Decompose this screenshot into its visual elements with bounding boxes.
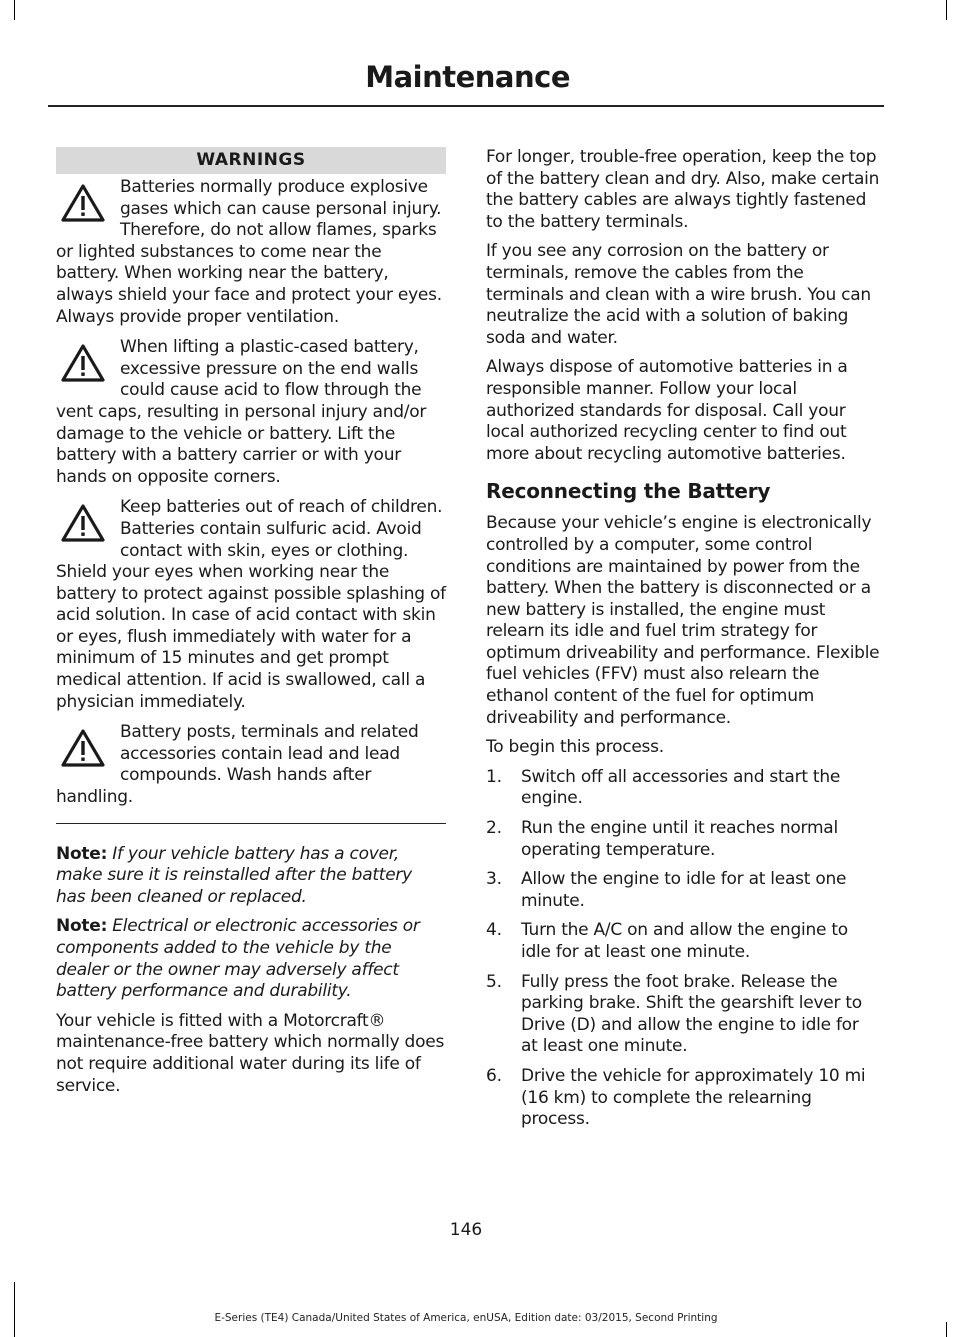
step-text: Fully press the foot brake. Release the parking brake. Shift the gearshift lever to Drive (D) and allow the engine to idle for at least one minute. bbox=[521, 971, 862, 1057]
note-text: Electrical or electronic accessories or components added to the vehicle by the dealer or the owner may adversely affect battery performance and durability. bbox=[56, 916, 420, 1002]
step-text: Drive the vehicle for approximately 10 mi (16 km) to complete the relearning process. bbox=[521, 1065, 866, 1130]
warning-triangle-icon bbox=[60, 343, 106, 383]
crop-mark-top-left bbox=[14, 0, 15, 20]
warning-item bbox=[56, 497, 446, 713]
warning-text: Battery posts, terminals and related accessories contain lead and lead compounds. Wash hands after handling. bbox=[56, 722, 419, 808]
list-item bbox=[486, 972, 880, 1058]
note-paragraph bbox=[56, 916, 446, 1002]
warning-item bbox=[56, 722, 446, 808]
list-item bbox=[486, 767, 880, 810]
section-heading: Reconnecting the Battery bbox=[486, 479, 771, 504]
left-column bbox=[56, 147, 446, 1105]
step-number: 6. bbox=[486, 1065, 502, 1086]
warning-text: Keep batteries out of reach of children. Batteries contain sulfuric acid. Avoid contact with skin, eyes or clothing. Shield your eyes when working near the battery to protect against possible splashing of acid solution. In case of acid contact with skin or eyes, flush immediately with water for a minimum of 15 minutes and get prompt medical attention. If acid is swallowed, call a physician immediately. bbox=[56, 497, 446, 712]
warning-triangle-icon bbox=[60, 728, 106, 768]
step-text: Run the engine until it reaches normal operating temperature. bbox=[521, 818, 838, 860]
crop-mark-bottom-right bbox=[946, 1322, 947, 1337]
note-label: Note: bbox=[56, 843, 108, 864]
warning-item bbox=[56, 337, 446, 488]
page-title: Maintenance bbox=[365, 60, 570, 94]
step-text: Switch off all accessories and start the engine. bbox=[521, 766, 841, 809]
list-item bbox=[486, 920, 880, 963]
list-item bbox=[486, 869, 880, 912]
step-text: Turn the A/C on and allow the engine to idle for at least one minute. bbox=[521, 920, 848, 962]
footer-edition-info: E-Series (TE4) Canada/United States of America, enUSA, Edition date: 03/2015, Second Printing bbox=[214, 1312, 718, 1324]
step-number: 5. bbox=[486, 971, 502, 992]
steps-list bbox=[486, 767, 880, 1131]
warning-text: When lifting a plastic-cased battery, excessive pressure on the end walls could cause acid to flow through the vent caps, resulting in personal injury and/or damage to the vehicle or battery. Lift the battery with a battery carrier or with your hands on opposite corners. bbox=[56, 337, 427, 487]
crop-mark-bottom-left bbox=[14, 1282, 15, 1337]
step-number: 2. bbox=[486, 818, 502, 839]
header-rule bbox=[48, 105, 884, 107]
body-paragraph: Because your vehicle’s engine is electronically controlled by a computer, some control conditions are maintained by power from the battery. When the battery is disconnected or a new battery is installed, the engine must relearn its idle and fuel trim strategy for optimum driveability and performance. Flexible fuel vehicles (FFV) must also relearn the ethanol content of the fuel for optimum driveability and performance. bbox=[486, 513, 880, 728]
warning-triangle-icon bbox=[60, 183, 106, 223]
list-item bbox=[486, 818, 880, 861]
warnings-heading: WARNINGS bbox=[56, 147, 446, 174]
note-text: If your vehicle battery has a cover, make sure it is reinstalled after the battery has been cleaned or replaced. bbox=[56, 843, 412, 907]
body-paragraph: If you see any corrosion on the battery or terminals, remove the cables from the terminals and clean with a wire brush. You can neutralize the acid with a solution of baking soda and water. bbox=[486, 241, 871, 348]
step-text: Allow the engine to idle for at least one minute. bbox=[521, 869, 847, 911]
body-paragraph: To begin this process. bbox=[486, 737, 664, 758]
warning-text: Batteries normally produce explosive gases which can cause personal injury. Therefore, do not allow flames, sparks or lighted substances to come near the battery. When working near the battery, always shield your face and protect your eyes. Always provide proper ventilation. bbox=[56, 177, 442, 327]
body-paragraph: For longer, trouble-free operation, keep the top of the battery clean and dry. Also, make certain the battery cables are always tightly fastened to the battery terminals. bbox=[486, 147, 880, 232]
right-column bbox=[486, 147, 880, 1139]
note-paragraph bbox=[56, 844, 446, 909]
page-number: 146 bbox=[449, 1220, 483, 1240]
crop-mark-top-right bbox=[946, 0, 947, 20]
step-number: 3. bbox=[486, 869, 502, 890]
body-paragraph: Your vehicle is fitted with a Motorcraft® maintenance-free battery which normally does not require additional water during its life of service. bbox=[56, 1010, 445, 1096]
warning-triangle-icon bbox=[60, 503, 106, 543]
step-number: 1. bbox=[486, 766, 502, 787]
list-item bbox=[486, 1066, 880, 1131]
note-label: Note: bbox=[56, 916, 108, 937]
step-number: 4. bbox=[486, 920, 502, 941]
warnings-end-rule bbox=[56, 823, 446, 824]
warning-item bbox=[56, 177, 446, 328]
body-paragraph: Always dispose of automotive batteries in a responsible manner. Follow your local authorized standards for disposal. Call your local authorized recycling center to find out more about recycling automotive batteries. bbox=[486, 357, 848, 464]
